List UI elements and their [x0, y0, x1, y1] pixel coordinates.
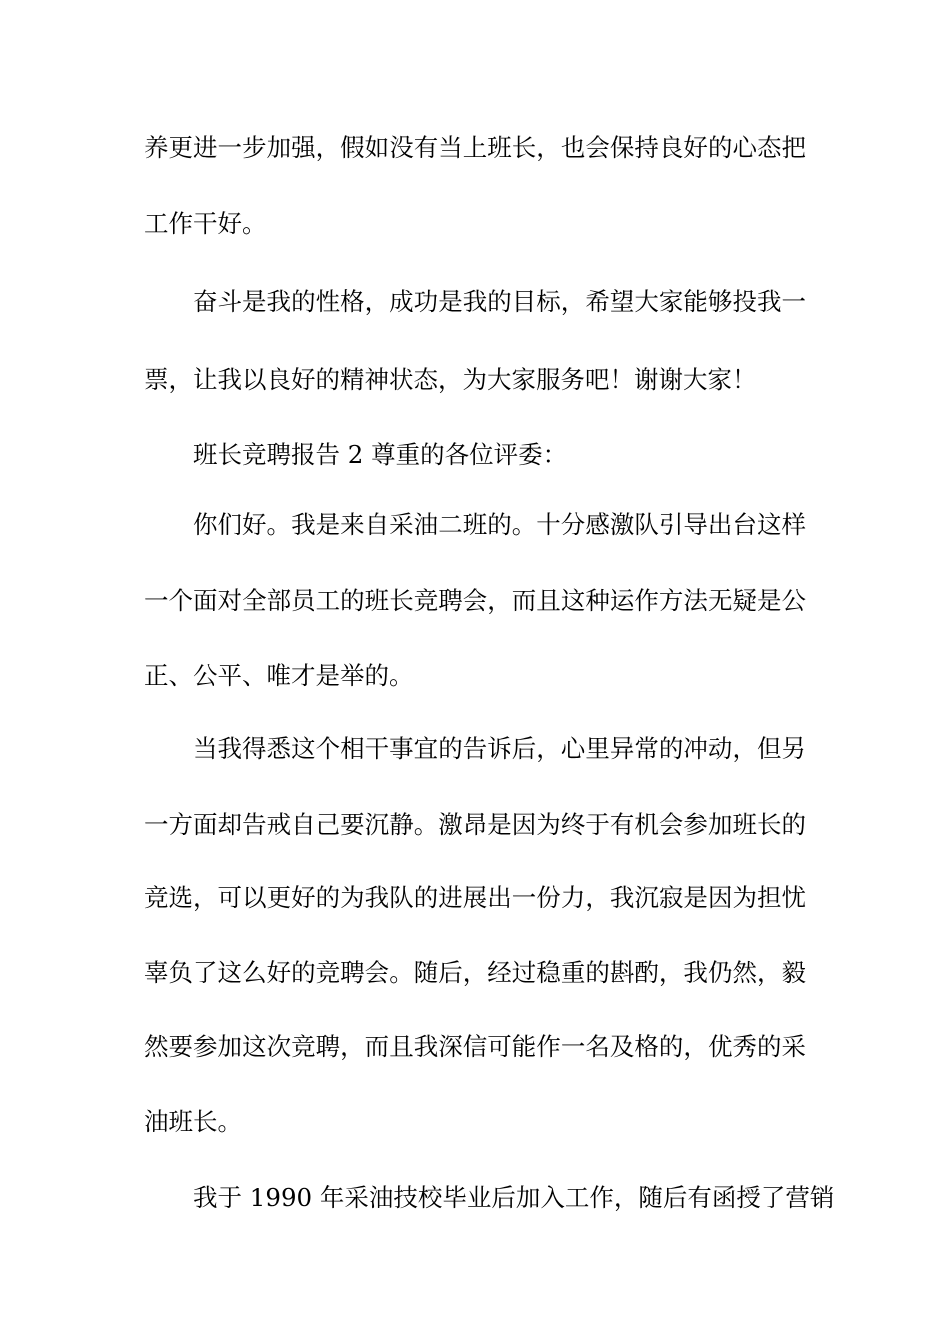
text-line: 我于 1990 年采油技校毕业后加入工作，随后有函授了营销	[193, 1183, 835, 1212]
text-line: 一方面却告戒自己要沉静。激昂是因为终于有机会参加班长的	[144, 810, 806, 839]
text-line: 竞选，可以更好的为我队的进展出一份力，我沉寂是因为担忧	[144, 883, 806, 912]
text-line: 票，让我以良好的精神状态，为大家服务吧！谢谢大家！	[144, 365, 757, 394]
text-line: 正、公平、唯才是举的。	[144, 661, 414, 690]
text-line: 你们好。我是来自采油二班的。十分感激队引导出台这样	[193, 510, 806, 539]
text-line: 然要参加这次竞聘，而且我深信可能作一名及格的，优秀的采	[144, 1032, 806, 1061]
text-line: 辜负了这么好的竞聘会。随后，经过稳重的斟酌，我仍然，毅	[144, 958, 806, 987]
text-line: 奋斗是我的性格，成功是我的目标，希望大家能够投我一	[193, 287, 806, 316]
text-line: 养更进一步加强，假如没有当上班长，也会保持良好的心态把	[144, 133, 806, 162]
text-line: 一个面对全部员工的班长竞聘会，而且这种运作方法无疑是公	[144, 586, 806, 615]
text-line: 当我得悉这个相干事宜的告诉后，心里异常的冲动，但另	[193, 734, 806, 763]
text-line: 工作干好。	[144, 209, 267, 238]
text-line: 班长竞聘报告 2 尊重的各位评委：	[193, 440, 568, 469]
text-line: 油班长。	[144, 1107, 242, 1136]
